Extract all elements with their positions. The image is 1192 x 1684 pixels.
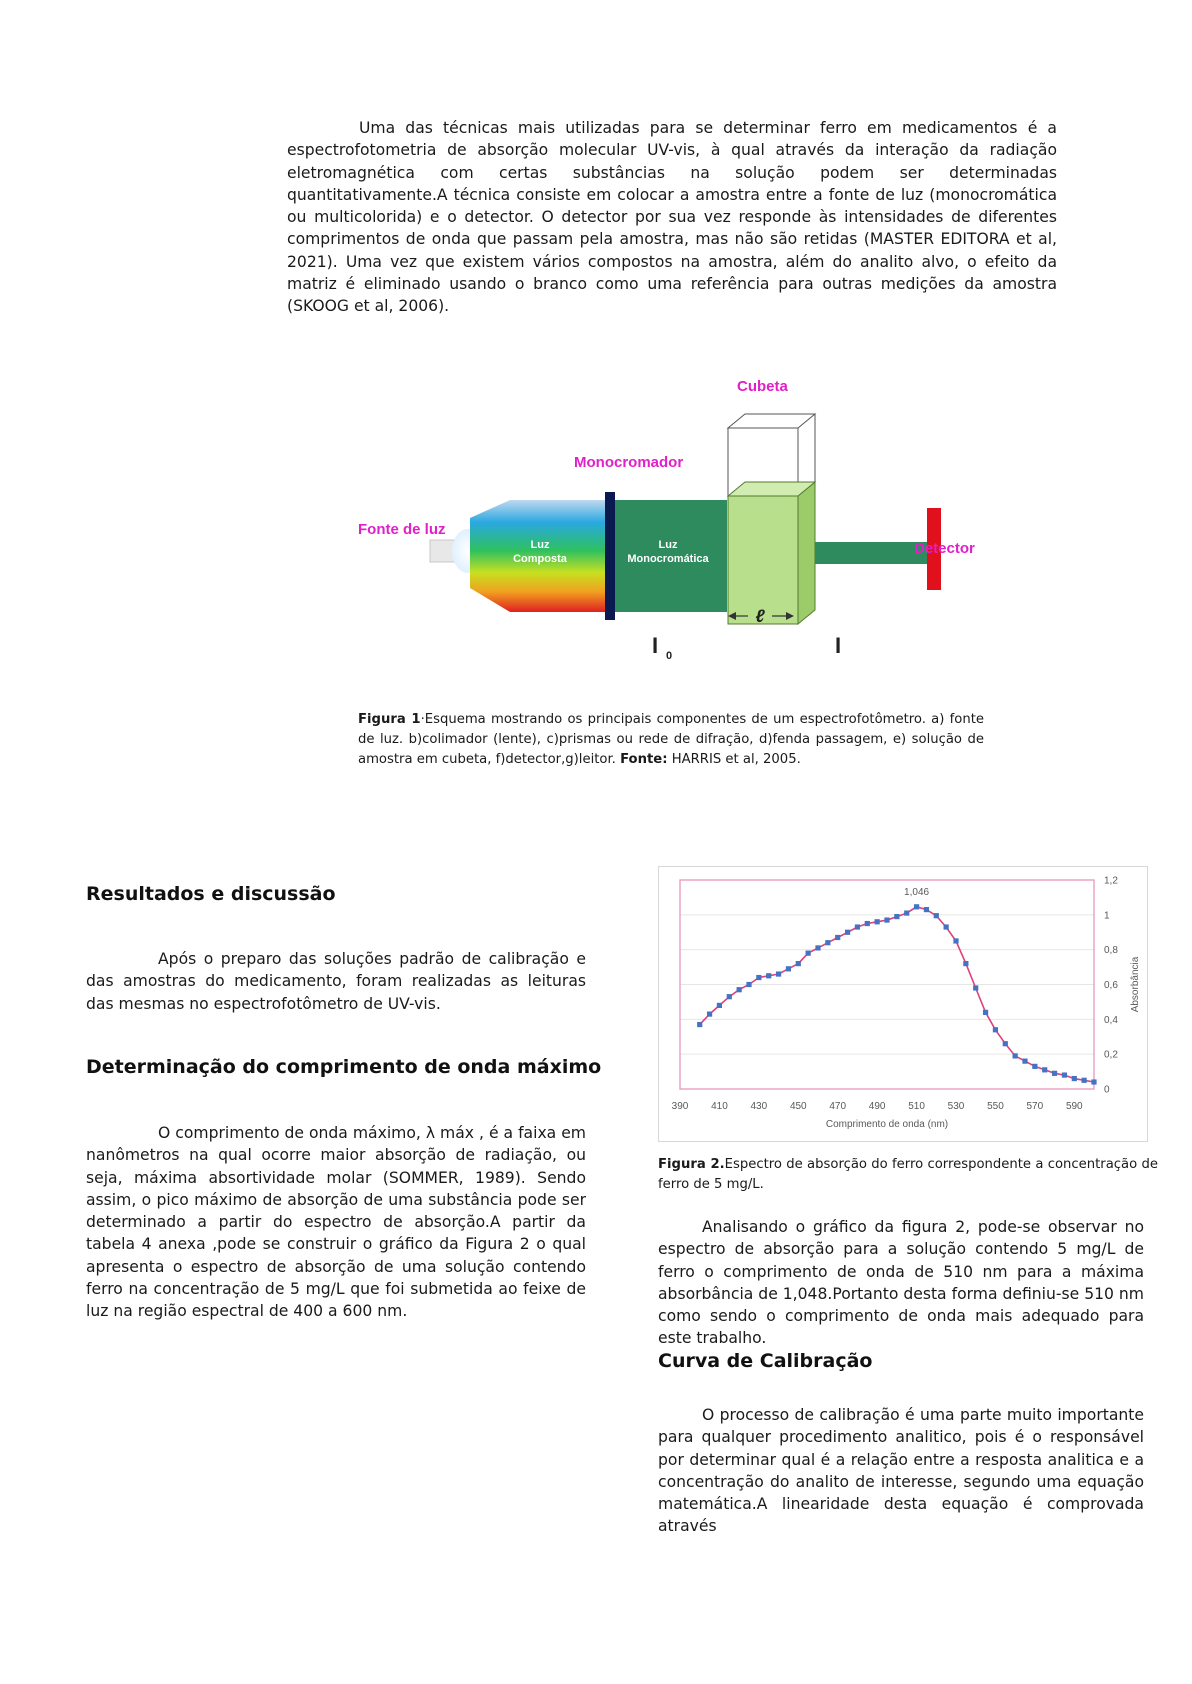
data-point — [737, 987, 742, 992]
data-point — [815, 945, 820, 950]
data-point — [973, 985, 978, 990]
monochromator — [605, 492, 615, 620]
x-tick-label: 410 — [711, 1101, 728, 1112]
data-point — [963, 961, 968, 966]
y-tick-label: 0,6 — [1104, 980, 1118, 991]
analysis-paragraph: Analisando o gráfico da figura 2, pode-se observar no espectro de absorção para a solução contendo 5 mg/L de ferro o comprimento de onda de 510 nm para a máxima absorbância de 1,048.Portanto desta forma definiu-se 510 nm como sendo o comprimento de onda mais adequado para este trabalho. — [658, 1218, 1144, 1348]
results-paragraph: Após o preparo das soluções padrão de calibração e das amostras do medicamento, foram realizadas as leituras das mesmas no espectrofotômetro de UV-vis. — [86, 950, 586, 1013]
data-point — [875, 919, 880, 924]
spectrophotometer-diagram — [350, 370, 990, 670]
data-point — [1072, 1076, 1077, 1081]
data-point — [825, 940, 830, 945]
y-tick-label: 0 — [1104, 1084, 1110, 1096]
y-axis-label: Absorbância — [1130, 956, 1141, 1013]
data-point — [1062, 1072, 1067, 1077]
data-point — [1091, 1079, 1096, 1084]
data-point — [1042, 1067, 1047, 1072]
x-axis-label: Comprimento de onda (nm) — [825, 1119, 949, 1130]
calibration-heading: Curva de Calibração — [658, 1350, 873, 1372]
data-point — [904, 910, 909, 915]
transmitted-beam — [815, 542, 927, 564]
figure1-caption-text: ·Esquema mostrando os principais componentes de um espectrofotômetro. a) fonte de luz. b)colimador (lente), c)prismas ou rede de difração, d)fenda passagem, e) solução de amostra em cubeta, f)detector,g)leitor. — [358, 712, 984, 767]
i0-label: I — [652, 633, 659, 658]
x-tick-label: 510 — [908, 1101, 925, 1112]
data-point — [776, 971, 781, 976]
luz-mono-label-2: Monocromática — [627, 553, 709, 565]
luz-composta-label-1: Luz — [530, 539, 550, 551]
figure2-caption — [658, 1155, 1158, 1195]
data-point — [924, 907, 929, 912]
figure1-caption-label: Figura 1 — [358, 712, 421, 727]
y-tick-label: 0,8 — [1104, 945, 1118, 957]
y-tick-label: 1 — [1104, 910, 1110, 922]
detector-label: Detector — [914, 540, 975, 557]
x-tick-label: 470 — [829, 1101, 847, 1112]
i0-subscript: 0 — [666, 650, 673, 662]
figure1-caption-source: HARRIS et al, 2005. — [667, 752, 801, 767]
figure2-caption-text: Espectro de absorção do ferro correspondente a concentração de ferro de 5 mg/L. — [658, 1157, 1158, 1192]
luz-composta-label-2: Composta — [513, 553, 567, 565]
data-point — [746, 982, 751, 987]
data-point — [884, 917, 889, 922]
x-tick-label: 450 — [789, 1101, 807, 1112]
x-tick-label: 530 — [947, 1101, 965, 1112]
data-point — [796, 961, 801, 966]
data-point — [1032, 1064, 1037, 1069]
absorption-spectrum-chart — [658, 866, 1148, 1142]
cuvette — [728, 414, 815, 624]
data-point — [756, 975, 761, 980]
x-tick-label: 550 — [987, 1101, 1004, 1112]
i-label: I — [835, 633, 842, 658]
data-point — [766, 973, 771, 978]
fonte-label: Fonte de luz — [358, 521, 446, 538]
cubeta-label: Cubeta — [737, 378, 788, 395]
data-point — [914, 904, 919, 909]
results-heading: Resultados e discussão — [86, 883, 336, 905]
data-point — [1082, 1078, 1087, 1083]
intro-paragraph: Uma das técnicas mais utilizadas para se determinar ferro em medicamentos é a espectrofotometria de absorção molecular UV-vis, à qual através da interação da radiação eletromagnética com certas substâncias na solução podem ser determinadas quantitativamente.A técnica consiste em colocar a amostra entre a fonte de luz (monocromática ou multicolorida) e o detector. O detector por sua vez responde às intensidades de diferentes comprimentos de onda que passam pela amostra, mas não são retidas (MASTER EDITORA et al, 2021). Uma vez que existem vários compostos na amostra, além do analito alvo, o efeito da matriz é eliminado usando o branco como uma referência para outras medições da amostra (SKOOG et al, 2006). — [287, 119, 1057, 316]
x-tick-label: 390 — [671, 1101, 689, 1112]
data-point — [855, 924, 860, 929]
data-point — [1022, 1059, 1027, 1064]
data-point — [806, 951, 811, 956]
data-point — [845, 930, 850, 935]
data-point — [983, 1010, 988, 1015]
lambda-max-heading: Determinação do comprimento de onda máximo — [86, 1056, 602, 1078]
data-point — [934, 913, 939, 918]
calibration-paragraph: O processo de calibração é uma parte muito importante para qualquer procedimento analitico, pois é o responsável por determinar qual é a relação entre a resposta analitica e a concentração do analito de interesse, segundo uma equação matemática.A linearidade desta equação é comprovada através — [658, 1406, 1144, 1536]
figure1-caption — [358, 710, 984, 770]
x-tick-label: 430 — [750, 1101, 768, 1112]
luz-mono-label-1: Luz — [658, 539, 678, 551]
data-point — [697, 1022, 702, 1027]
data-point — [953, 938, 958, 943]
y-tick-label: 0,4 — [1104, 1014, 1118, 1026]
data-point — [865, 921, 870, 926]
data-point — [835, 935, 840, 940]
monocromador-label: Monocromador — [574, 454, 684, 471]
data-point — [993, 1027, 998, 1032]
data-point — [707, 1012, 712, 1017]
data-point — [786, 966, 791, 971]
y-tick-label: 1,2 — [1104, 875, 1118, 887]
x-tick-label: 590 — [1065, 1101, 1083, 1112]
data-point — [1013, 1053, 1018, 1058]
data-point — [894, 914, 899, 919]
data-point — [1052, 1071, 1057, 1076]
y-tick-label: 0,2 — [1104, 1049, 1118, 1061]
data-point — [727, 994, 732, 999]
data-point — [1003, 1041, 1008, 1046]
peak-annotation: 1,046 — [904, 886, 930, 898]
figure1-caption-source-label: Fonte: — [620, 752, 668, 767]
lambda-max-paragraph: O comprimento de onda máximo, λ máx , é a faixa em nanômetros na qual ocorre maior absorção de radiação, ou seja, máxima absortividade molar (SOMMER, 1989). Sendo assim, o pico máximo de absorção de uma substância pode ser determinado a partir do espectro de absorção.A partir da tabela 4 anexa ,pode se construir o gráfico da Figura 2 o qual apresenta o espectro de absorção de uma solução contendo ferro na concentração de 5 mg/L que foi submetida ao feixe de luz na região espectral de 400 a 600 nm. — [86, 1124, 586, 1321]
data-point — [717, 1003, 722, 1008]
x-tick-label: 490 — [868, 1101, 886, 1112]
path-length-label: ℓ — [755, 606, 765, 626]
figure2-caption-label: Figura 2. — [658, 1157, 725, 1172]
data-point — [944, 924, 949, 929]
x-tick-label: 570 — [1026, 1101, 1044, 1112]
